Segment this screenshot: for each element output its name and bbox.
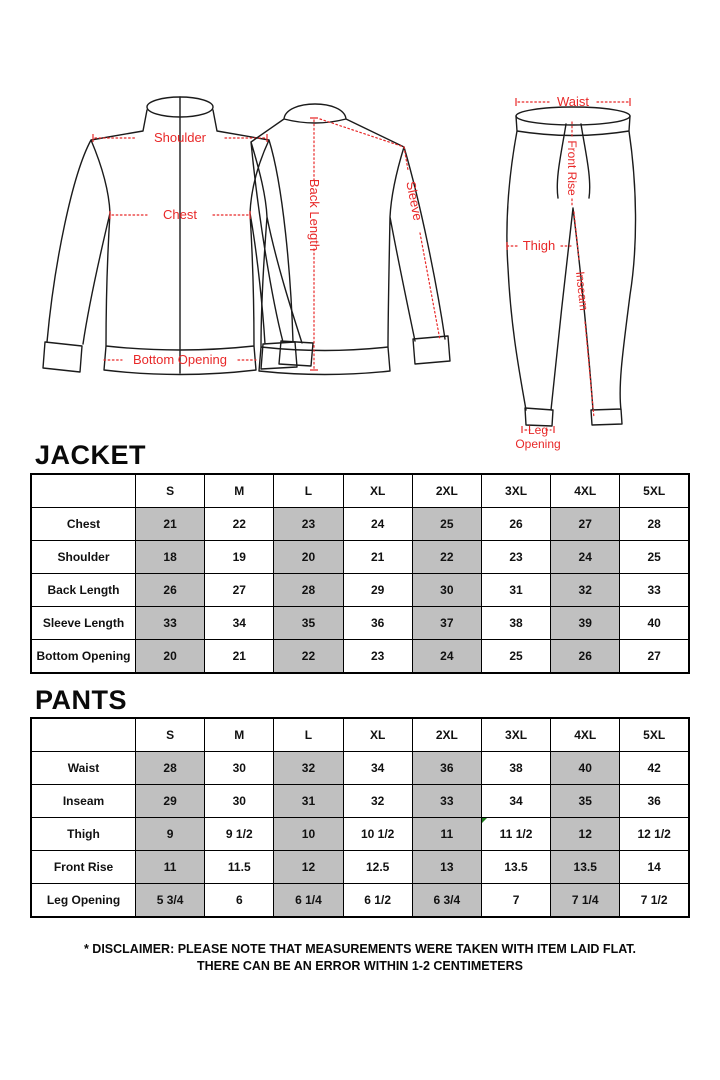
size-value-cell: 32 (551, 574, 620, 607)
size-value-cell: 22 (205, 508, 274, 541)
size-col-header: XL (343, 474, 412, 508)
size-value-cell: 33 (620, 574, 689, 607)
size-value-cell: 6 1/2 (343, 884, 412, 918)
size-col-header: 4XL (551, 718, 620, 752)
size-value-cell: 12 (551, 818, 620, 851)
pants-waistband (516, 107, 630, 125)
row-label: Chest (31, 508, 136, 541)
size-value-cell: 11.5 (205, 851, 274, 884)
size-value-cell: 7 1/4 (551, 884, 620, 918)
jacket-back-diagram (251, 104, 450, 375)
size-value-cell: 20 (274, 541, 343, 574)
size-value-cell: 27 (620, 640, 689, 674)
size-value-cell: 10 1/2 (343, 818, 412, 851)
size-value-cell: 34 (481, 785, 550, 818)
size-value-cell: 42 (620, 752, 689, 785)
size-value-cell: 31 (274, 785, 343, 818)
shoulder-measure-label: Shoulder (153, 130, 207, 145)
size-value-cell: 30 (412, 574, 481, 607)
size-value-cell: 22 (412, 541, 481, 574)
leg-opening-measure-label-line1: Leg (527, 423, 549, 437)
size-col-header: 5XL (620, 718, 689, 752)
size-value-cell: 12 (274, 851, 343, 884)
size-value-cell: 35 (551, 785, 620, 818)
size-col-header: 2XL (412, 718, 481, 752)
size-col-header: S (136, 718, 205, 752)
size-value-cell: 38 (481, 752, 550, 785)
size-value-cell: 13.5 (481, 851, 550, 884)
row-label: Back Length (31, 574, 136, 607)
size-col-header: 3XL (481, 718, 550, 752)
size-value-cell: 14 (620, 851, 689, 884)
size-value-cell: 34 (343, 752, 412, 785)
size-value-cell: 31 (481, 574, 550, 607)
size-value-cell: 18 (136, 541, 205, 574)
size-value-cell: 12.5 (343, 851, 412, 884)
row-label: Inseam (31, 785, 136, 818)
size-value-cell: 40 (551, 752, 620, 785)
size-value-cell: 29 (343, 574, 412, 607)
size-col-header: 3XL (481, 474, 550, 508)
size-value-cell: 21 (136, 508, 205, 541)
row-label: Bottom Opening (31, 640, 136, 674)
size-value-cell: 13.5 (551, 851, 620, 884)
size-value-cell: 6 1/4 (274, 884, 343, 918)
size-value-cell: 21 (205, 640, 274, 674)
size-col-header: 5XL (620, 474, 689, 508)
size-value-cell: 7 (481, 884, 550, 918)
size-value-cell: 21 (343, 541, 412, 574)
size-value-cell: 33 (412, 785, 481, 818)
size-value-cell: 22 (274, 640, 343, 674)
jacket-size-table (30, 473, 690, 674)
size-value-cell: 27 (205, 574, 274, 607)
size-value-cell: 25 (481, 640, 550, 674)
size-value-cell: 11 (136, 851, 205, 884)
bottom-opening-measure-label: Bottom Opening (133, 352, 227, 367)
size-value-cell: 40 (620, 607, 689, 640)
back-length-measure-label: Back Length (307, 178, 322, 252)
row-label: Waist (31, 752, 136, 785)
disclaimer-text (0, 941, 720, 975)
size-value-cell: 30 (205, 785, 274, 818)
corner-cell (31, 474, 136, 508)
size-value-cell: 25 (412, 508, 481, 541)
size-value-cell: 12 1/2 (620, 818, 689, 851)
waist-measure-label: Waist (556, 94, 590, 109)
size-value-cell: 36 (412, 752, 481, 785)
size-value-cell: 30 (205, 752, 274, 785)
size-value-cell: 19 (205, 541, 274, 574)
size-value-cell: 37 (412, 607, 481, 640)
row-label: Front Rise (31, 851, 136, 884)
size-value-cell: 24 (551, 541, 620, 574)
size-col-header: M (205, 718, 274, 752)
row-label: Shoulder (31, 541, 136, 574)
size-value-cell: 34 (205, 607, 274, 640)
sleeve-measure-label: Sleeve (403, 179, 426, 222)
size-value-cell: 36 (343, 607, 412, 640)
thigh-measure-label: Thigh (522, 238, 556, 253)
pants-diagram (507, 94, 636, 451)
size-col-header: 2XL (412, 474, 481, 508)
pants-section-title: PANTS (35, 685, 128, 715)
size-value-cell: 23 (481, 541, 550, 574)
size-value-cell: 28 (620, 508, 689, 541)
disclaimer-line-1: * DISCLAIMER: PLEASE NOTE THAT MEASUREMENTS WERE TAKEN WITH ITEM LAID FLAT. (83, 942, 637, 956)
pants-size-table (30, 717, 690, 918)
size-col-header: M (205, 474, 274, 508)
size-value-cell: 9 1/2 (205, 818, 274, 851)
disclaimer-line-2: THERE CAN BE AN ERROR WITHIN 1-2 CENTIMETERS (197, 959, 523, 973)
size-value-cell: 11 (412, 818, 481, 851)
row-label: Thigh (31, 818, 136, 851)
front-rise-measure-label: Front Rise (565, 140, 579, 196)
size-value-cell: 32 (343, 785, 412, 818)
size-col-header: L (274, 718, 343, 752)
size-value-cell: 7 1/2 (620, 884, 689, 918)
size-value-cell: 26 (481, 508, 550, 541)
size-value-cell: 10 (274, 818, 343, 851)
size-value-cell: 11 1/2 (481, 818, 550, 851)
size-value-cell: 24 (343, 508, 412, 541)
size-value-cell: 26 (136, 574, 205, 607)
size-value-cell: 38 (481, 607, 550, 640)
size-col-header: XL (343, 718, 412, 752)
size-value-cell: 35 (274, 607, 343, 640)
size-value-cell: 27 (551, 508, 620, 541)
size-value-cell: 23 (343, 640, 412, 674)
row-label: Leg Opening (31, 884, 136, 918)
size-col-header: S (136, 474, 205, 508)
size-value-cell: 13 (412, 851, 481, 884)
row-label: Sleeve Length (31, 607, 136, 640)
size-value-cell: 6 (205, 884, 274, 918)
size-value-cell: 25 (620, 541, 689, 574)
size-value-cell: 32 (274, 752, 343, 785)
jacket-back-outline (251, 104, 450, 375)
size-value-cell: 36 (620, 785, 689, 818)
size-col-header: L (274, 474, 343, 508)
size-col-header: 4XL (551, 474, 620, 508)
size-value-cell: 6 3/4 (412, 884, 481, 918)
size-value-cell: 9 (136, 818, 205, 851)
size-value-cell: 5 3/4 (136, 884, 205, 918)
chest-measure-label: Chest (163, 207, 197, 222)
size-value-cell: 24 (412, 640, 481, 674)
leg-opening-measure-label-line2: Opening (515, 437, 561, 451)
size-value-cell: 28 (136, 752, 205, 785)
size-value-cell: 29 (136, 785, 205, 818)
size-value-cell: 26 (551, 640, 620, 674)
jacket-front-diagram (43, 97, 297, 375)
inseam-measure-label: Inseam (572, 270, 592, 312)
size-value-cell: 28 (274, 574, 343, 607)
corner-cell (31, 718, 136, 752)
cell-corner-marker (482, 818, 487, 823)
size-value-cell: 20 (136, 640, 205, 674)
size-value-cell: 39 (551, 607, 620, 640)
size-value-cell: 33 (136, 607, 205, 640)
measurement-diagram (0, 0, 720, 460)
jacket-section-title: JACKET (35, 440, 147, 470)
size-value-cell: 23 (274, 508, 343, 541)
